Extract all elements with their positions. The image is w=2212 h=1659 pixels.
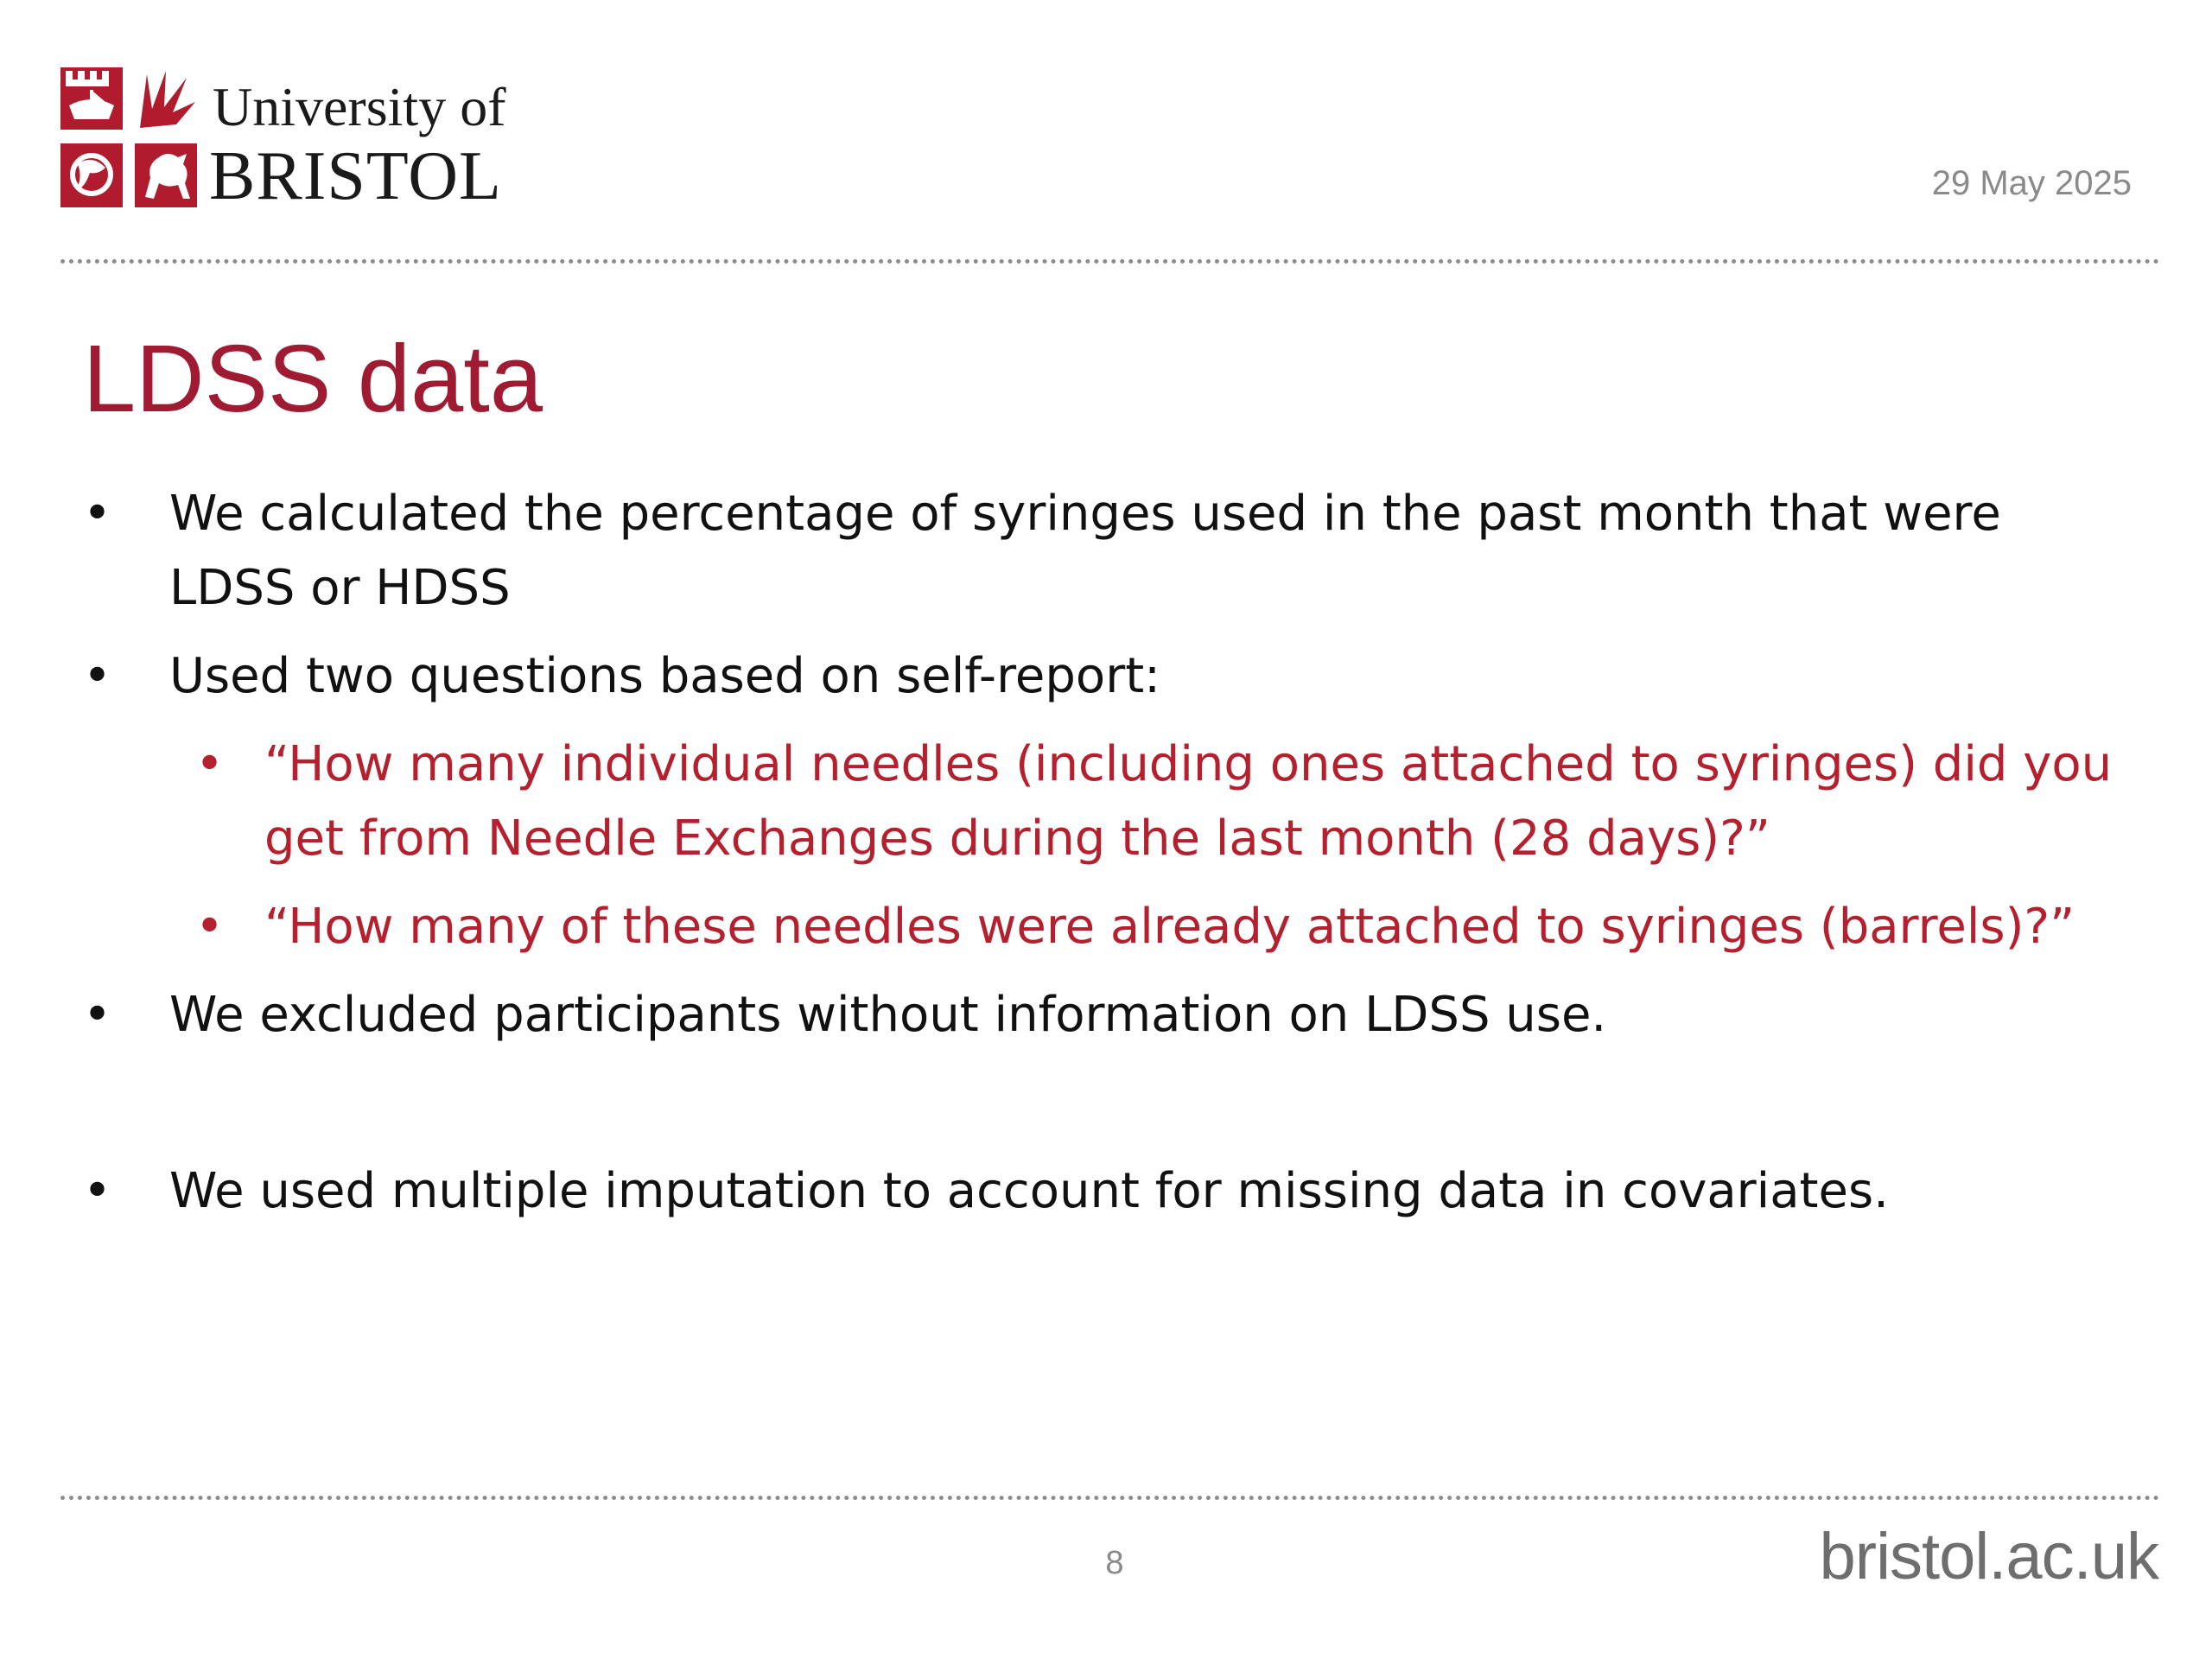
bullet-item: [0, 978, 2212, 1052]
footer-website: bristol.ac.uk: [1819, 1520, 2158, 1593]
slide-title: LDSS data: [83, 326, 543, 432]
bullet-text: Used two questions based on self-report:: [169, 648, 1161, 704]
bullet-item: [0, 639, 2212, 714]
footer-divider: [60, 1496, 2160, 1500]
sub-bullet-text: “How many of these needles were already attached to syringes (barrels)?”: [264, 899, 2075, 955]
bullet-list: [0, 477, 2212, 1229]
bullet-item: [0, 477, 2212, 626]
bullet-text: We calculated the percentage of syringes used in the past month that were LDSS or HDSS: [169, 486, 2001, 616]
slide-date: 29 May 2025: [1931, 164, 2132, 202]
bullet-icon: •: [83, 1163, 112, 1219]
university-crest-icon: [60, 67, 197, 207]
bullet-icon: •: [83, 987, 112, 1043]
bullet-icon: •: [83, 486, 112, 542]
bullet-text: We excluded participants without information on LDSS use.: [169, 987, 1607, 1043]
logo-text-university-of: University of: [213, 76, 506, 137]
bullet-text: We used multiple imputation to account for missing data in covariates.: [169, 1163, 1889, 1219]
page-number: 8: [1105, 1545, 1124, 1581]
sub-bullet-text: “How many individual needles (including ones attached to syringes) did you get from Needle Exchanges during the last month (28 days)?”: [264, 736, 2113, 867]
bullet-item: [0, 1154, 2212, 1229]
sub-bullet-item: [0, 890, 2212, 964]
logo-text-bristol: BRISTOL: [209, 138, 502, 214]
university-logo: [60, 67, 544, 214]
sub-bullet-item: [0, 728, 2212, 876]
header-divider: [60, 259, 2160, 264]
sub-bullet-icon: •: [195, 899, 225, 955]
sub-bullet-icon: •: [195, 736, 225, 792]
bullet-icon: •: [83, 648, 112, 704]
